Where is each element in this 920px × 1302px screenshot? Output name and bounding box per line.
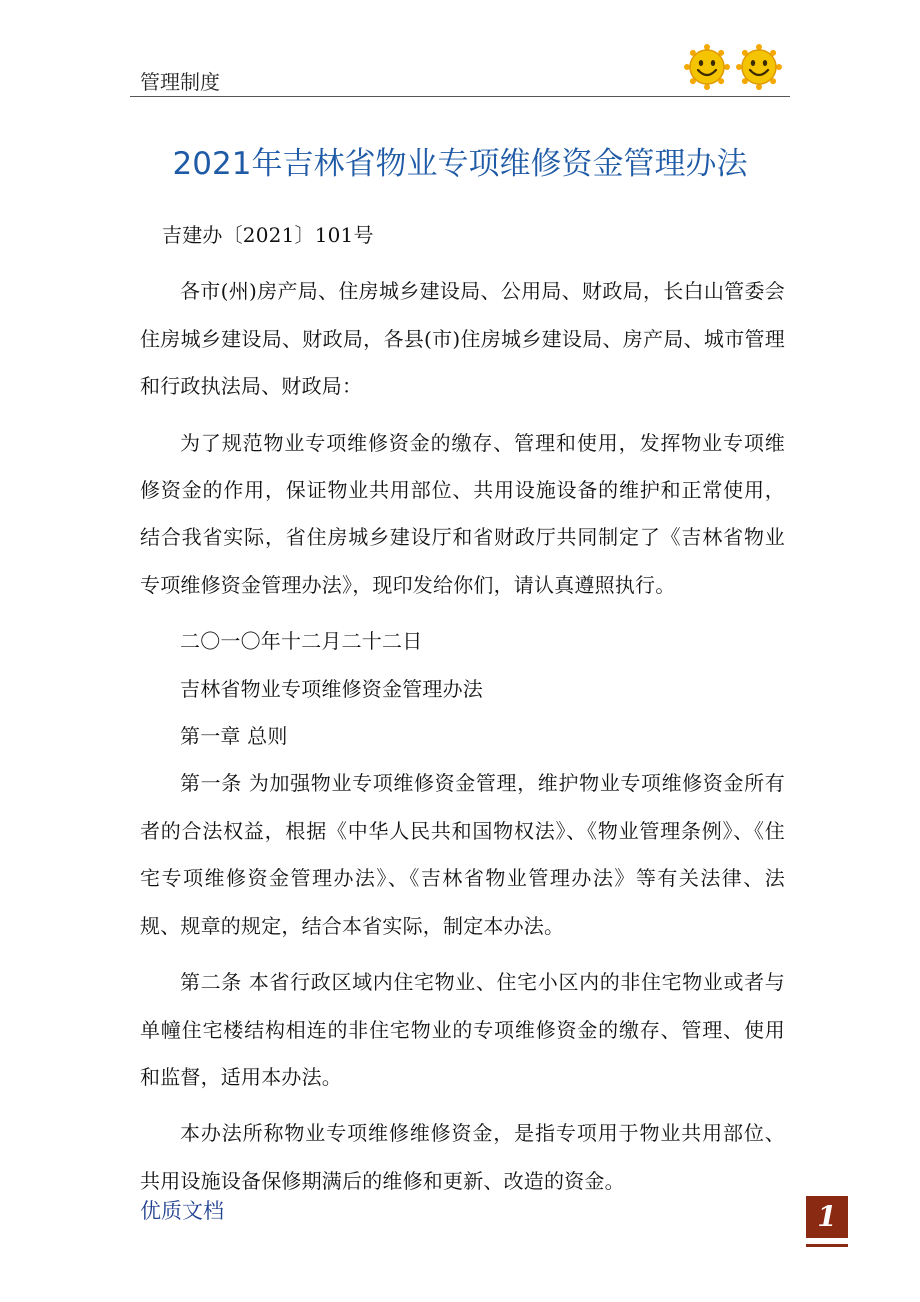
article-1-paragraph: 第一条 为加强物业专项维修资金管理，维护物业专项维修资金所有者的合法权益，根据《中华人民共和国物权法》、《物业管理条例》、《住宅专项维修资金管理办法》、《吉林省物业管理办法》等有关法律、法规、规章的规定，结合本省实际，制定本办法。 <box>140 771 785 938</box>
definition-paragraph: 本办法所称物业专项维修维修资金，是指专项用于物业共用部位、共用设施设备保修期满后的维修和更新、改造的资金。 <box>140 1121 785 1193</box>
addressees-paragraph: 各市(州)房产局、住房城乡建设局、公用局、财政局，长白山管委会住房城乡建设局、财政局，各县(市)住房城乡建设局、房产局、城市管理和行政执法局、财政局： <box>140 279 785 399</box>
footer-label: 优质文档 <box>140 1199 224 1223</box>
document-number: 吉建办〔2021〕101号 <box>162 223 374 247</box>
article-2-paragraph: 第二条 本省行政区域内住宅物业、住宅小区内的非住宅物业或者与单幢住宅楼结构相连的非住宅物业的专项维修资金的缴存、管理、使用和监督，适用本办法。 <box>140 970 785 1089</box>
notice-paragraph: 为了规范物业专项维修资金的缴存、管理和使用，发挥物业专项维修资金的作用，保证物业共用部位、共用设施设备的维护和正常使用，结合我省实际，省住房城乡建设厅和省财政厅共同制定了《吉林省物业专项维修资金管理办法》，现印发给你们，请认真遵照执行。 <box>140 430 785 597</box>
regulation-title: 吉林省物业专项维修资金管理办法 <box>180 676 483 701</box>
page-title: 2021年吉林省物业专项维修资金管理办法 <box>172 146 748 182</box>
document-body <box>140 212 785 1205</box>
header-label: 管理制度 <box>140 70 220 94</box>
smiley-icon <box>684 44 730 90</box>
page-number-underline <box>806 1244 848 1247</box>
header-divider <box>130 96 790 97</box>
page-number-badge: 1 <box>806 1196 848 1238</box>
smiley-icon <box>736 44 782 90</box>
issue-date: 二〇一〇年十二月二十二日 <box>180 629 423 654</box>
chapter-heading: 第一章 总则 <box>180 724 288 749</box>
